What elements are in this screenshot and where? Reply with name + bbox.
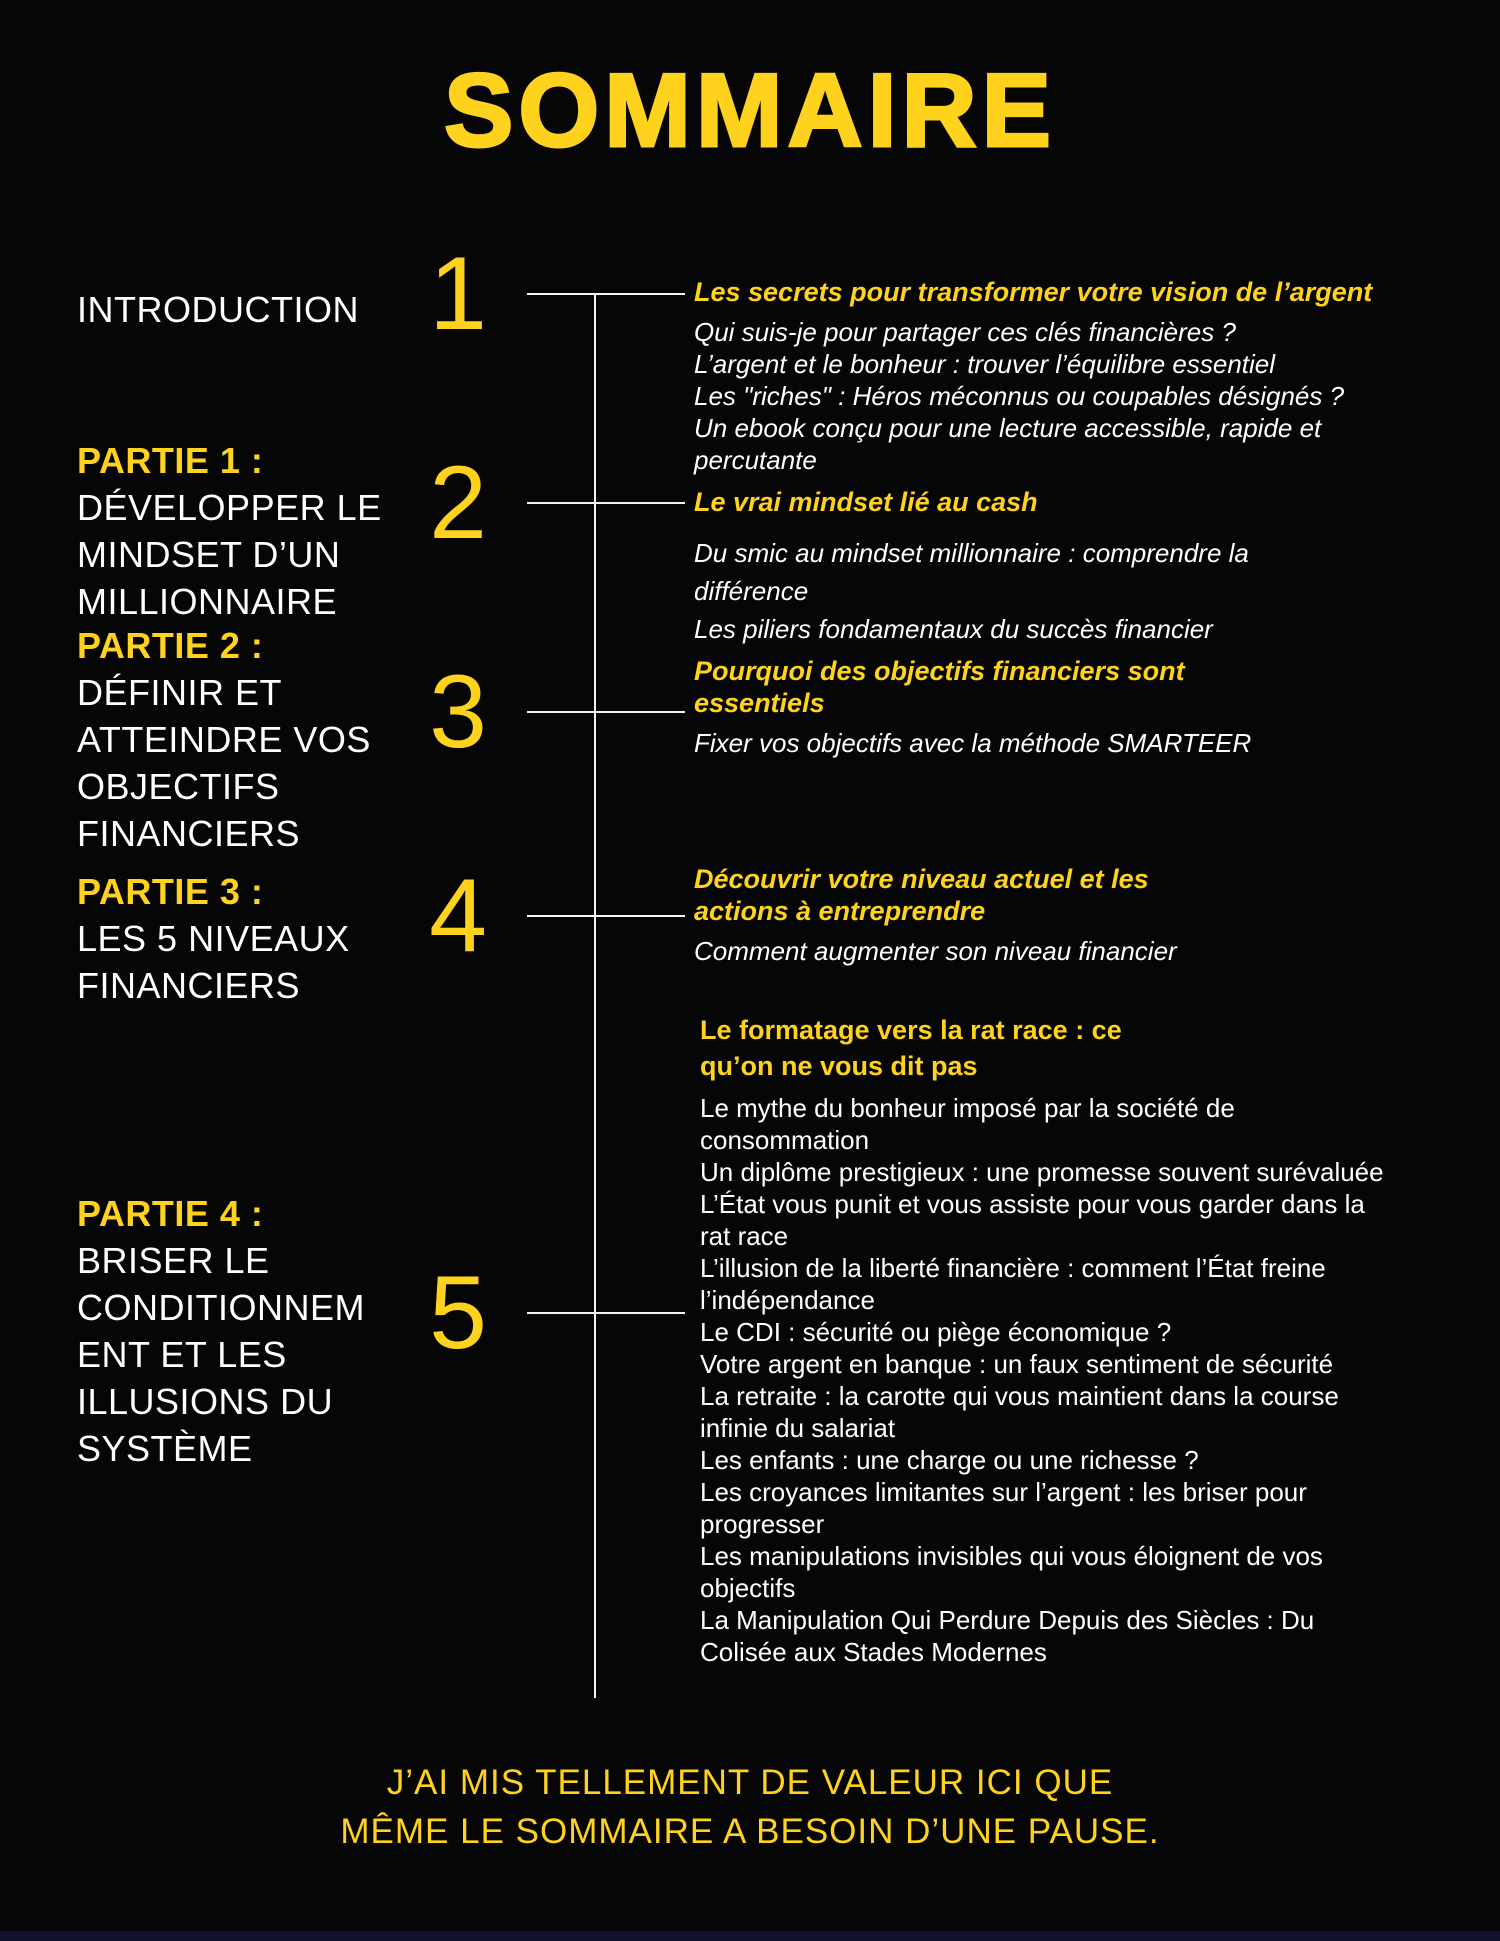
section-heading: Pourquoi des objectifs financiers sont essentiels: [694, 656, 1185, 718]
section-items: [700, 1092, 1400, 1668]
section-items: [694, 727, 1418, 759]
connector-line-3: [527, 711, 685, 713]
section-number-1: 1: [429, 236, 487, 352]
section-items: [694, 935, 1418, 967]
toc-entry-title: INTRODUCTION: [77, 289, 359, 330]
toc-item: Le CDI : sécurité ou piège économique ?: [700, 1317, 1172, 1347]
toc-item: Le mythe du bonheur imposé par la société de consommation: [700, 1093, 1235, 1155]
toc-item: L’État vous punit et vous assiste pour vous garder dans la rat race: [700, 1189, 1365, 1251]
toc-item: Un ebook conçu pour une lecture accessible, rapide et percutante: [694, 413, 1322, 475]
section-heading: Le vrai mindset lié au cash: [694, 487, 1038, 517]
toc-item: L’illusion de la liberté financière : comment l’État freine l’indépendance: [700, 1253, 1326, 1315]
toc-item: Les enfants : une charge ou une richesse ?: [700, 1445, 1199, 1475]
toc-item: Votre argent en banque : un faux sentiment de sécurité: [700, 1349, 1334, 1379]
section-number-3: 3: [429, 654, 487, 770]
connector-line-4: [527, 915, 685, 917]
connector-line-2: [527, 502, 685, 504]
section-number-4: 4: [429, 858, 487, 974]
part-label: PARTIE 1 :: [77, 440, 264, 481]
section-number-5: 5: [429, 1255, 487, 1371]
section-detail-3: [694, 655, 1418, 759]
toc-entry-partie-2: [77, 622, 422, 857]
toc-entry-partie-1: [77, 437, 422, 625]
toc-entry-partie-4: [77, 1190, 377, 1472]
toc-item: Les piliers fondamentaux du succès financier: [694, 614, 1213, 644]
toc-item: Les "riches" : Héros méconnus ou coupables désignés ?: [694, 381, 1345, 411]
toc-item: Un diplôme prestigieux : une promesse souvent surévaluée: [700, 1157, 1384, 1187]
footer-line-2: MÊME LE SOMMAIRE A BESOIN D’UNE PAUSE.: [340, 1812, 1160, 1851]
toc-item: La Manipulation Qui Perdure Depuis des Siècles : Du Colisée aux Stades Modernes: [700, 1605, 1315, 1667]
section-heading: Les secrets pour transformer votre vision de l’argent: [694, 277, 1373, 307]
section-detail-1: [694, 276, 1418, 476]
toc-item: Les croyances limitantes sur l’argent : les briser pour progresser: [700, 1477, 1307, 1539]
toc-item: Qui suis-je pour partager ces clés financières ?: [694, 317, 1236, 347]
toc-entry-title: DÉFINIR ET ATTEINDRE VOS OBJECTIFS FINANCIERS: [77, 672, 371, 854]
part-label: PARTIE 2 :: [77, 625, 264, 666]
footer-note: [0, 1758, 1500, 1856]
toc-entry-title: DÉVELOPPER LE MINDSET D’UN MILLIONNAIRE: [77, 487, 382, 622]
section-number-2: 2: [429, 445, 487, 561]
toc-entry-partie-3: [77, 868, 422, 1009]
connector-line-5: [527, 1312, 685, 1314]
connector-line-1: [527, 293, 685, 295]
section-heading: Le formatage vers la rat race : ce qu’on ne vous dit pas: [700, 1015, 1122, 1081]
page-title: SOMMAIRE: [444, 53, 1056, 169]
part-label: PARTIE 3 :: [77, 871, 264, 912]
next-page-edge: [0, 1931, 1500, 1941]
section-detail-2: [694, 486, 1418, 648]
section-detail-4: [694, 863, 1418, 967]
toc-entry-title: LES 5 NIVEAUX FINANCIERS: [77, 918, 350, 1006]
part-label: PARTIE 4 :: [77, 1193, 264, 1234]
toc-item: Les manipulations invisibles qui vous éloignent de vos objectifs: [700, 1541, 1323, 1603]
toc-item: L’argent et le bonheur : trouver l’équilibre essentiel: [694, 349, 1276, 379]
toc-item: La retraite : la carotte qui vous maintient dans la course infinie du salariat: [700, 1381, 1339, 1443]
toc-item: Comment augmenter son niveau financier: [694, 936, 1177, 966]
section-items: [694, 316, 1418, 476]
section-heading: Découvrir votre niveau actuel et les actions à entreprendre: [694, 864, 1149, 926]
toc-item: Fixer vos objectifs avec la méthode SMARTEER: [694, 728, 1252, 758]
toc-item: Du smic au mindset millionnaire : comprendre la différence: [694, 538, 1249, 606]
toc-entry-title: BRISER LE CONDITIONNEMENT ET LES ILLUSIONS DU SYSTÈME: [77, 1240, 365, 1469]
toc-entry-introduction: [77, 286, 422, 333]
section-items: [694, 534, 1334, 648]
section-detail-5: [700, 1012, 1410, 1668]
footer-line-1: J’AI MIS TELLEMENT DE VALEUR ICI QUE: [386, 1763, 1114, 1802]
